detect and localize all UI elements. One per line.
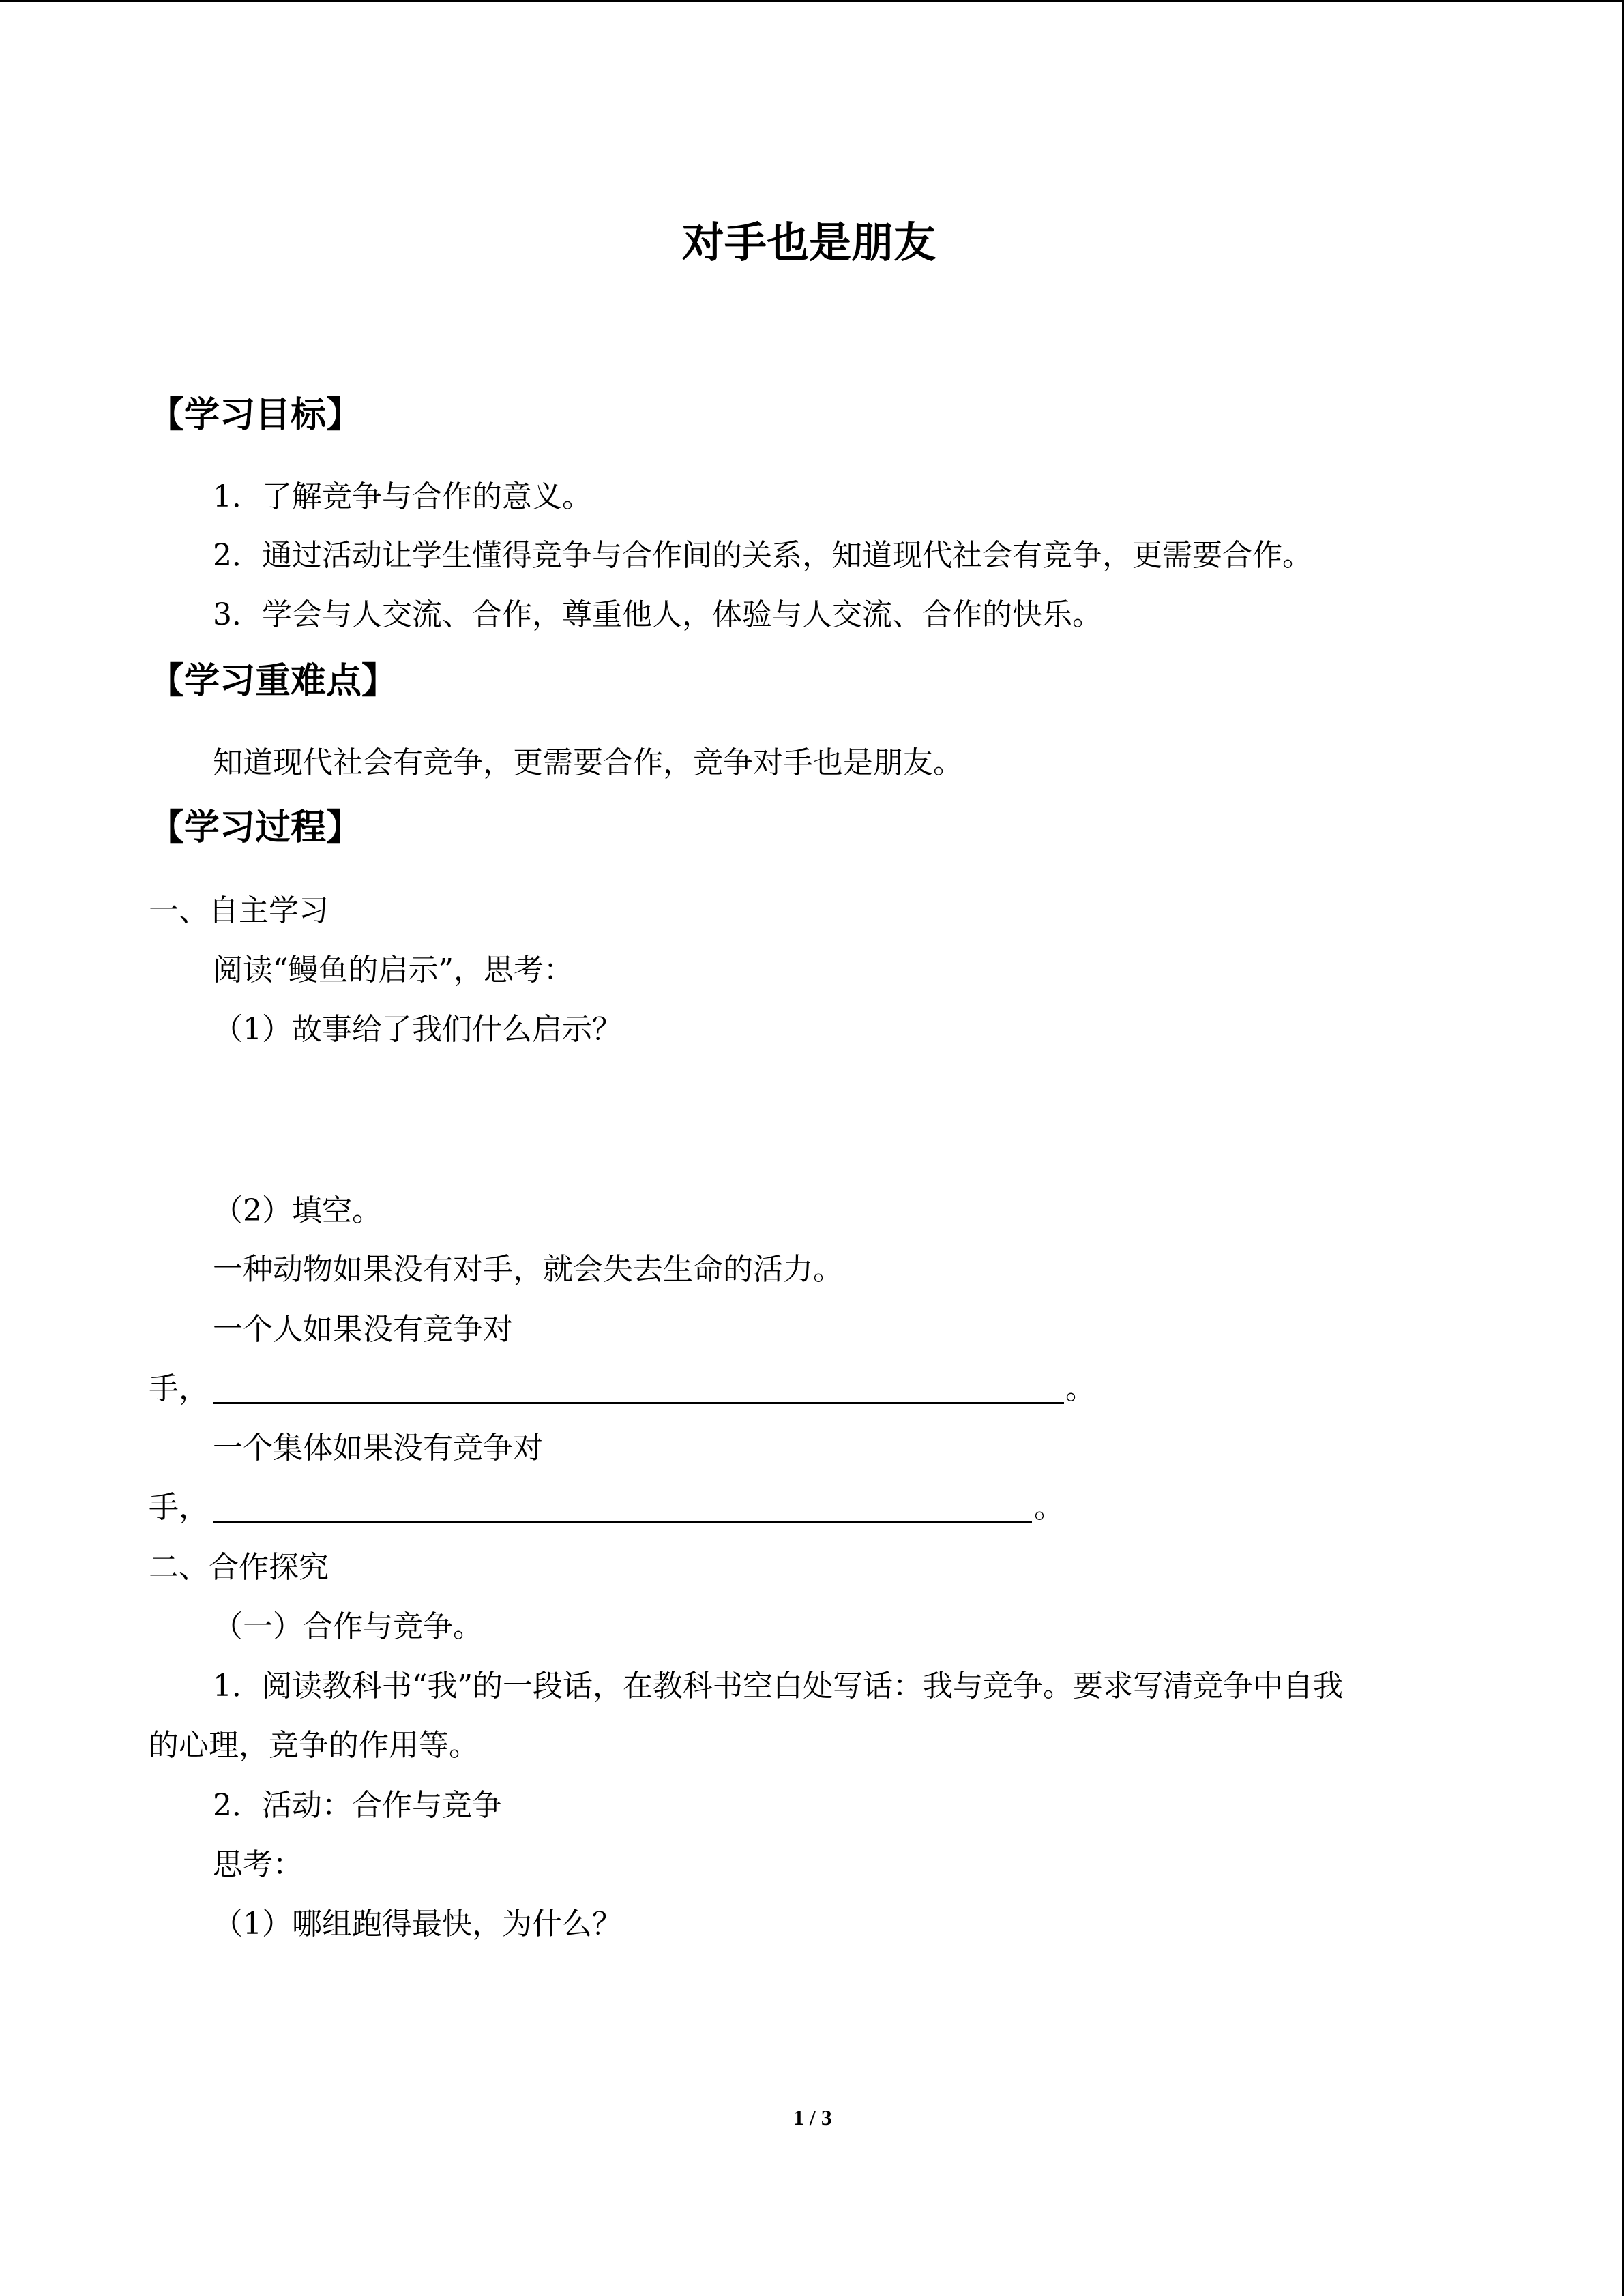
key-points-text: 知道现代社会有竞争，更需要合作，竞争对手也是朋友。 — [213, 745, 963, 780]
part2-item-2: 2．活动：合作与竞争 — [213, 1788, 502, 1823]
fill-line-3-end: 。 — [1034, 1490, 1064, 1525]
goal-item-2: 2．通过活动让学生懂得竞争与合作间的关系，知道现代社会有竞争，更需要合作。 — [213, 538, 1312, 573]
part2-sub-1: （一）合作与竞争。 — [213, 1609, 483, 1644]
blank-answer-line-1[interactable] — [213, 1402, 1064, 1404]
page-title: 对手也是朋友 — [682, 218, 936, 267]
part1-question-2: （2）填空。 — [213, 1193, 382, 1228]
part2-item-1-line-a: 1．阅读教科书“我”的一段话，在教科书空白处写话：我与竞争。要求写清竞争中自我 — [213, 1669, 1343, 1703]
fill-line-2-start: 手， — [149, 1371, 209, 1406]
goal-item-1: 1．了解竞争与合作的意义。 — [213, 479, 592, 514]
process-heading: 【学习过程】 — [149, 807, 362, 848]
fill-line-2-prefix: 一个人如果没有竞争对 — [213, 1312, 513, 1347]
goals-heading: 【学习目标】 — [149, 395, 362, 436]
fill-line-3-prefix: 一个集体如果没有竞争对 — [213, 1431, 543, 1465]
part1-heading: 一、自主学习 — [149, 893, 329, 928]
part2-item-1-line-b: 的心理，竞争的作用等。 — [149, 1728, 479, 1763]
fill-line-3-start: 手， — [149, 1490, 209, 1525]
page-number: 1 / 3 — [793, 2105, 832, 2130]
part1-question-1: （1）故事给了我们什么启示？ — [213, 1012, 622, 1047]
goal-item-3: 3．学会与人交流、合作，尊重他人，体验与人交流、合作的快乐。 — [213, 597, 1102, 632]
blank-answer-line-2[interactable] — [213, 1521, 1032, 1523]
part2-think: 思考： — [213, 1847, 303, 1882]
part2-question-1: （1）哪组跑得最快，为什么？ — [213, 1907, 622, 1941]
fill-line-1: 一种动物如果没有对手，就会失去生命的活力。 — [213, 1252, 843, 1287]
fill-line-2-end: 。 — [1065, 1371, 1095, 1406]
part1-read: 阅读“鳗鱼的启示”，思考： — [213, 953, 574, 987]
key-points-heading: 【学习重难点】 — [149, 661, 398, 702]
part2-heading: 二、合作探究 — [149, 1550, 329, 1585]
